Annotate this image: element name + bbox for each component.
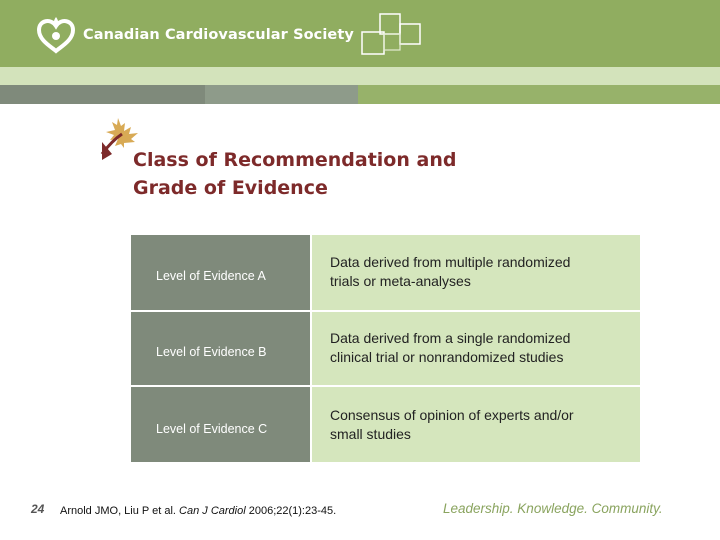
citation	[60, 505, 336, 517]
evidence-description-c	[311, 386, 640, 462]
description-line: clinical trial or nonrandomized studies	[330, 349, 564, 366]
header-light-band	[0, 67, 720, 85]
evidence-level-c: Level of Evidence C	[131, 386, 311, 462]
table-row	[131, 311, 640, 387]
description-line: trials or meta-analyses	[330, 273, 471, 290]
slide-number: 24	[31, 502, 45, 516]
header-band-segment-3	[358, 85, 720, 104]
citation-details: 2006;22(1):23-45.	[245, 505, 337, 517]
description-line: small studies	[330, 425, 411, 442]
evidence-description-b	[311, 311, 640, 387]
evidence-table	[131, 235, 640, 462]
decorative-squares-icon	[356, 12, 426, 60]
evidence-description-a	[311, 235, 640, 311]
evidence-level-a: Level of Evidence A	[131, 235, 311, 311]
description-line: Data derived from multiple randomized	[330, 254, 571, 271]
slide-title-line-2: Grade of Evidence	[133, 177, 328, 199]
header-bar	[0, 0, 720, 67]
header-band-segment-2	[205, 85, 358, 104]
organization-name: Canadian Cardiovascular Society	[83, 27, 354, 43]
slide-title	[133, 146, 456, 202]
description-line: Data derived from a single randomized	[330, 330, 571, 347]
header-band-segment-1	[0, 85, 205, 104]
evidence-level-b: Level of Evidence B	[131, 311, 311, 387]
footer-tagline: Leadership. Knowledge. Community.	[443, 501, 663, 516]
description-line: Consensus of opinion of experts and/or	[330, 406, 574, 423]
citation-journal: Can J Cardiol	[179, 505, 246, 517]
slide-title-line-1: Class of Recommendation and	[133, 149, 457, 171]
table-row	[131, 235, 640, 311]
citation-authors: Arnold JMO, Liu P et al.	[60, 505, 180, 517]
ccs-heart-logo-icon	[36, 14, 76, 54]
table-row	[131, 386, 640, 462]
